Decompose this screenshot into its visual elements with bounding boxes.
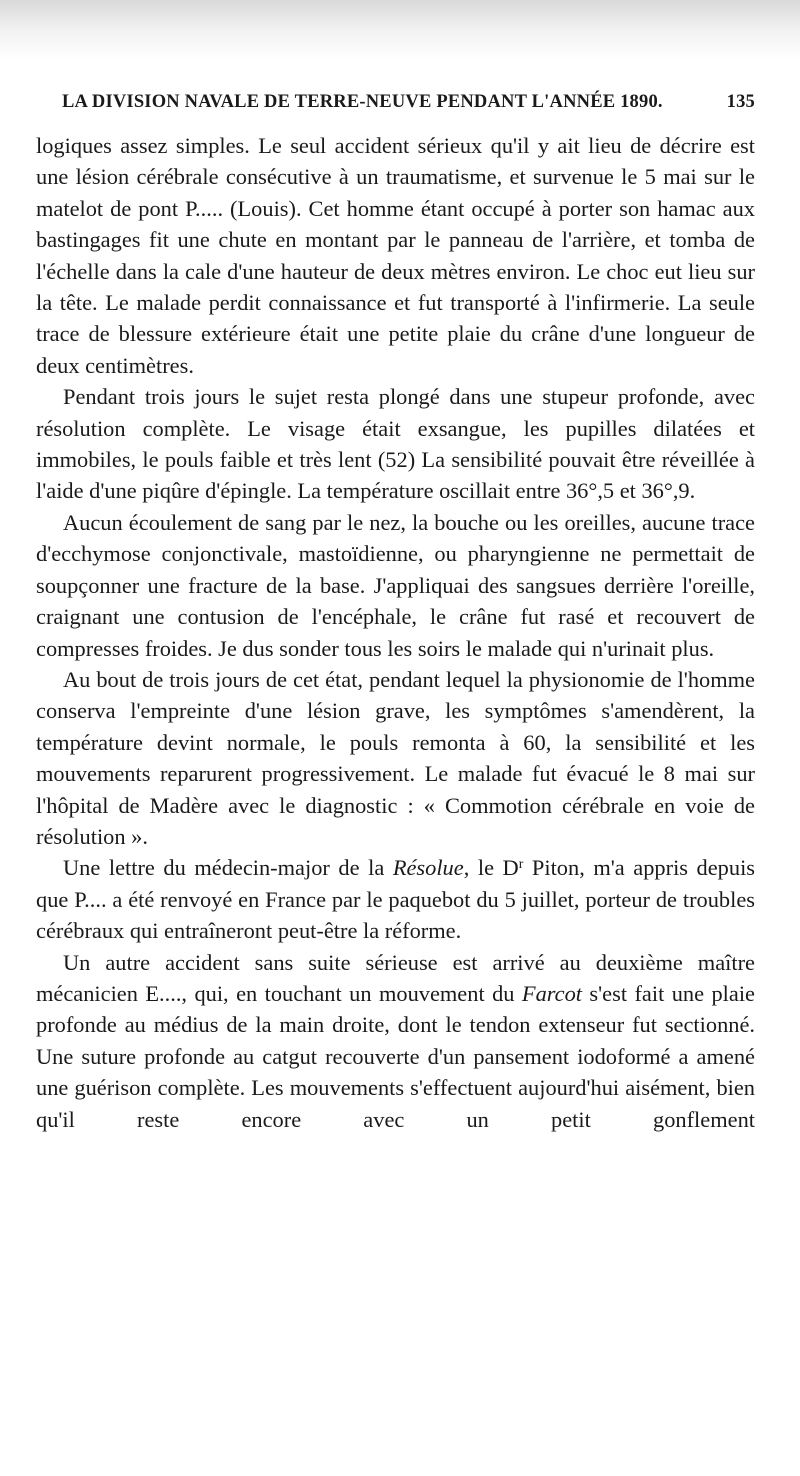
paragraph-6-start: Un autre accident sans suite sérieuse est arrivé au deuxième maître mécanicien E...., qui, en touchant un mouvement du — [36, 949, 755, 1006]
paragraph-6-end: s'est fait une plaie profonde au médius de la main droite, dont le tendon extenseur fut sectionné. Une suture profonde au catgut recouverte d'un pansement iodoformé a amené une guérison complète. Les mouvements s'effectuent aujourd'hui aisément, bien qu'il reste encore avec un petit gonflement — [36, 980, 755, 1132]
paragraph-5-middle: , le D — [463, 855, 519, 881]
paragraph-6 — [36, 947, 755, 1135]
machine-name-farcot: Farcot — [521, 980, 583, 1006]
paragraph-5-start: Une lettre du médecin-major de la — [63, 855, 393, 881]
running-header — [62, 92, 755, 118]
paragraph-5 — [36, 852, 755, 946]
paragraph-5-end: Piton, m'a appris depuis que P.... a été renvoyé en France par le paquebot du 5 juillet, porteur de troubles cérébraux qui entraîneront peut-être la réforme. — [36, 855, 756, 944]
page-number: 135 — [726, 92, 755, 112]
doctor-title-superscript: r — [518, 857, 524, 873]
paragraph-2: Pendant trois jours le sujet resta plongé dans une stupeur profonde, avec résolution complète. Le visage était exsangue, les pupilles dilatées et immobiles, le pouls faible et très lent (52) La sensibilité pouvait être réveillée à l'aide d'une piqûre d'épingle. La température oscillait entre 36°,5 et 36°,9. — [36, 384, 755, 504]
paragraph-3: Aucun écoulement de sang par le nez, la bouche ou les oreilles, aucune trace d'ecchymose conjonctivale, mastoïdienne, ou pharyngienne ne permettait de soupçonner une fracture de la base. J'appliquai des sangsues derrière l'oreille, craignant une contusion de l'encéphale, le crâne fut rasé et recouvert de compresses froides. Je dus sonder tous les soirs le malade qui n'urinait plus. — [36, 509, 755, 661]
running-title: LA DIVISION NAVALE DE TERRE-NEUVE PENDANT L'ANNÉE 1890. — [62, 92, 663, 112]
paragraph-1: logiques assez simples. Le seul accident sérieux qu'il y ait lieu de décrire est une lésion cérébrale consécutive à un traumatisme, et survenue le 5 mai sur le matelot de pont P..... (Louis). Cet homme étant occupé à porter son hamac aux bastingages fit une chute en montant par le panneau de l'arrière, et tomba de l'échelle dans la cale d'une hauteur de deux mètres environ. Le choc eut lieu sur la tête. Le malade perdit connaissance et fut transporté à l'infirmerie. La seule trace de blessure extérieure était une petite plaie du crâne d'une longueur de deux centimètres. — [36, 133, 755, 378]
body-text — [36, 130, 755, 1135]
paragraph-4: Au bout de trois jours de cet état, pendant lequel la physionomie de l'homme conserva l'empreinte d'une lésion grave, les symptômes s'amendèrent, la température devint normale, le pouls remonta à 60, la sensibilité et les mouvements reparurent progressivement. Le malade fut évacué le 8 mai sur l'hôpital de Madère avec le diagnostic : « Commotion cérébrale en voie de résolution ». — [36, 666, 755, 849]
ship-name-resolue: Résolue — [392, 855, 464, 881]
